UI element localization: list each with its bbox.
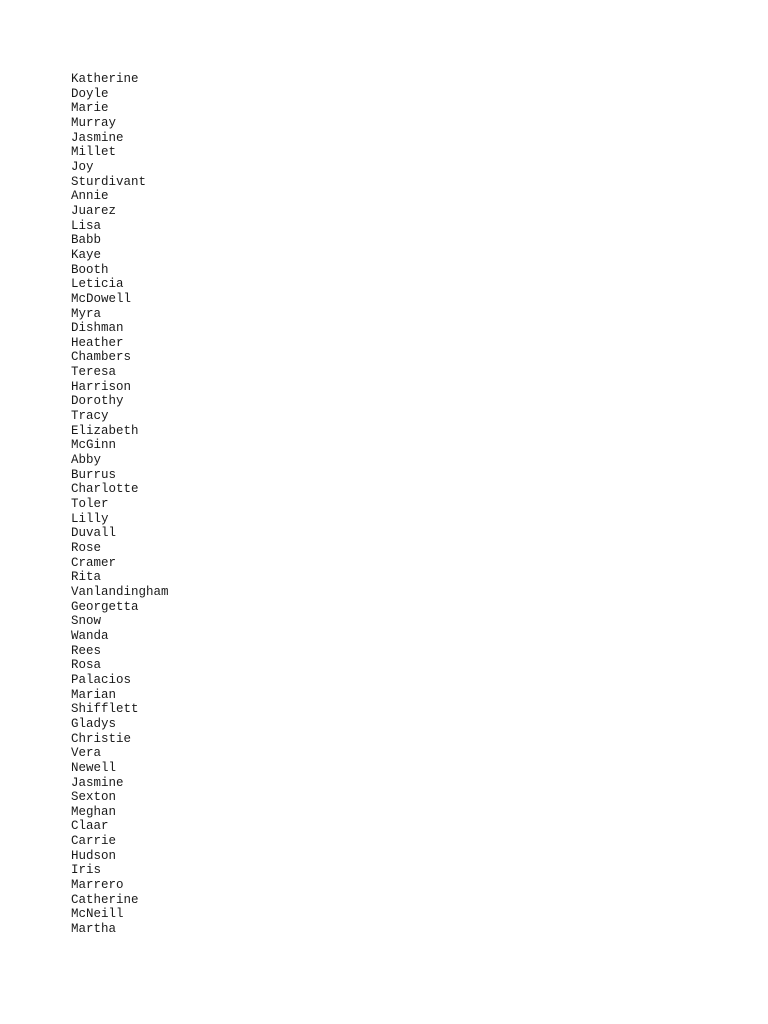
- name-line: Gladys: [71, 716, 117, 731]
- name-line: Martha: [71, 922, 117, 937]
- name-line: Charlotte: [71, 482, 139, 497]
- name-line: Katherine: [71, 72, 139, 86]
- name-line: Christie: [71, 731, 132, 746]
- name-line: Marrero: [71, 878, 124, 893]
- name-line: Palacios: [71, 672, 132, 687]
- name-line: Dorothy: [71, 394, 124, 409]
- name-line: Cramer: [71, 555, 117, 570]
- name-line: Hudson: [71, 848, 117, 863]
- name-line: Shifflett: [71, 702, 139, 717]
- name-line: McDowell: [71, 291, 132, 306]
- name-line: Iris: [71, 863, 102, 878]
- name-line: Rees: [71, 643, 102, 658]
- name-line: Marian: [71, 687, 117, 702]
- name-line: Toler: [71, 497, 109, 512]
- name-line: Sexton: [71, 790, 117, 805]
- name-line: Burrus: [71, 467, 117, 482]
- name-line: Marie: [71, 101, 109, 116]
- name-line: Teresa: [71, 365, 117, 380]
- name-line: Chambers: [71, 350, 132, 365]
- name-line: Leticia: [71, 277, 124, 292]
- name-line: Harrison: [71, 379, 132, 394]
- name-line: Doyle: [71, 86, 109, 101]
- name-line: Sturdivant: [71, 174, 147, 189]
- name-line: Wanda: [71, 628, 109, 643]
- name-line: Kaye: [71, 247, 102, 262]
- name-line: Claar: [71, 819, 109, 834]
- name-line: Newell: [71, 760, 117, 775]
- name-line: Vera: [71, 746, 102, 761]
- name-line: Carrie: [71, 834, 117, 849]
- name-line: Heather: [71, 335, 124, 350]
- name-line: Meghan: [71, 804, 117, 819]
- name-line: McNeill: [71, 907, 124, 922]
- name-line: Snow: [71, 614, 102, 629]
- name-line: Lisa: [71, 218, 102, 233]
- name-line: Catherine: [71, 892, 139, 907]
- name-line: Babb: [71, 233, 102, 248]
- name-line: Jasmine: [71, 775, 124, 790]
- name-line: Rose: [71, 541, 102, 555]
- name-line: Lilly: [71, 511, 109, 526]
- name-line: Joy: [71, 159, 94, 174]
- name-line: Millet: [71, 145, 117, 160]
- name-line: McGinn: [71, 438, 117, 453]
- name-line: Annie: [71, 189, 109, 204]
- name-line: Booth: [71, 262, 109, 277]
- name-line: Rosa: [71, 658, 102, 673]
- name-line: Jasmine: [71, 130, 124, 145]
- name-line: Elizabeth: [71, 423, 139, 438]
- name-list: [71, 72, 169, 937]
- name-line: Tracy: [71, 409, 109, 424]
- name-line: Vanlandingham: [71, 584, 169, 599]
- name-line: Dishman: [71, 321, 124, 336]
- name-line: Georgetta: [71, 599, 139, 614]
- name-line: Juarez: [71, 203, 117, 218]
- name-line: Abby: [71, 453, 102, 468]
- name-line: Murray: [71, 115, 117, 130]
- name-line: Rita: [71, 570, 102, 585]
- name-line: Duvall: [71, 526, 117, 541]
- name-line: Myra: [71, 306, 102, 321]
